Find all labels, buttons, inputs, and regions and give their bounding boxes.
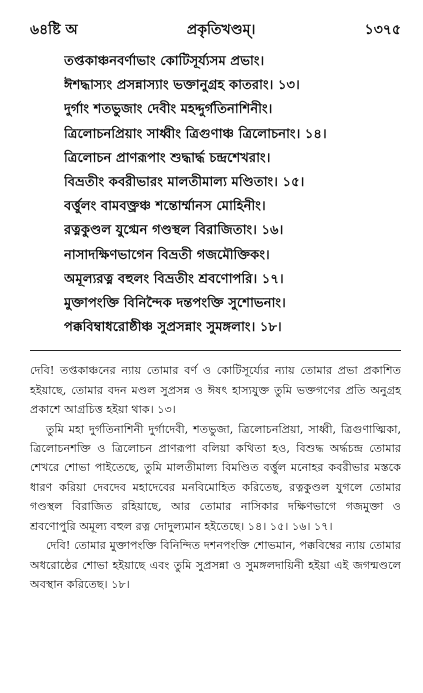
page-number: ১৩৭৫ <box>364 22 401 38</box>
verse-line: নাসাদক্ষিণভাগেন বিভ্রতী গজমৌক্তিকং। <box>64 247 270 263</box>
verse-line: বিভ্রতীং কবরীভারং মালতীমাল্য মণ্ডিতাং। ১৫। <box>64 175 305 191</box>
section-label: ৬৪ষ্টি অ <box>30 22 78 38</box>
verse-line: ত্রিলোচন প্রাণরূপাং শুদ্ধার্দ্ধ চন্দ্রশেখরাং। <box>64 150 271 166</box>
section-divider <box>30 350 401 351</box>
translation-paragraph: দেবি! তোমার মুক্তাপংক্তি বিনিন্দিত দশনপংক্তি শোভমান, পক্কবিম্বের ন্যায় তোমার অধরোষ্ঠের শোভা হইয়াছে এবং তুমি সুপ্রসন্না ও সুমঙ্গলদায়িনী হইয়া এই জগন্মণ্ডলে অবস্থান করিতেছ। ১৮। <box>30 539 401 591</box>
verse-line: ত্রিলোচনপ্রিয়াং সাধ্বীং ত্রিগুণাঞ্চ ত্রিলোচনাং। ১৪। <box>64 126 327 142</box>
verse-line: ঈশদ্ধাস্যং প্রসন্নাস্যাং ভক্তানুগ্রহ কাতরাং। ১৩। <box>64 78 300 94</box>
verse-line: দুর্গাং শতভুজাং দেবীং মহদ্দুর্গতিনাশিনীং। <box>64 102 273 118</box>
translation-paragraph: তুমি মহা দুর্গতিনাশিনী দুর্গাদেবী, শতভুজা, ত্রিলোচনপ্রিয়া, সাধ্বী, ত্রিগুণাত্মিকা, ত্রিলোচনশক্তি ও ত্রিলোচন প্রাণরূপা বলিয়া কথিতা হও, বিশুদ্ধ অর্দ্ধচন্দ্র তোমার শেখরে শোভা পাইতেছে, তুমি মালতীমাল্য বিমণ্ডিত বর্ত্তুল মনোহর কবরীভার মস্তকে ধারণ করিয়া দেবদেব মহাদেবের মনবিমোহিত করিতেছ, রত্নকুণ্ডল যুগলে তোমার গণ্ডস্থল বিরাজিত রহিয়াছে, আর তোমার নাসিকার দক্ষিণভাগে গজমুক্তা ও শ্রবণোপুরি অমূল্য বহুল রত্ন দোদুল্যমান হইতেছে। ১৪। ১৫। ১৬। ১৭। <box>30 422 401 533</box>
verse-line: অমূল্যরত্ন বহুলং বিভ্রতীং শ্রবণোপরি। ১৭। <box>64 271 284 287</box>
sanskrit-verses <box>64 50 401 340</box>
page-header <box>30 18 401 42</box>
verse-line: মুক্তাপংক্তি বিনিন্দৈক দন্তপংক্তি সুশোভনাং। <box>64 296 286 312</box>
running-title: প্রকৃতিখণ্ডম্‌। <box>186 22 256 38</box>
verse-line: বর্ত্তুলং বামবক্ত্রঞ্চ শন্তোর্ম্মানস মোহিনীং। <box>64 199 266 215</box>
translation-paragraph: দেবি! তপ্তকাঞ্চনের ন্যায় তোমার বর্ণ ও কোটিসূর্য্যের ন্যায় তোমার প্রভা প্রকাশিত হইয়াছে, তোমার বদন মণ্ডল সুপ্রসন্ন ও ঈষৎ হাস্যযুক্ত তুমি ভক্তগণের প্রতি অনুগ্রহ প্রকাশে আগ্রচিত্ত হইয়া থাক। ১৩। <box>30 364 401 417</box>
verse-line: পক্কবিম্বাধরোষ্ঠীঞ্চ সুপ্রসন্নাং সুমঙ্গলাং। ১৮। <box>64 320 282 336</box>
verse-line: রত্নকুণ্ডল যুগ্মেন গণ্ডস্থল বিরাজিতাং। ১৬। <box>64 223 284 239</box>
verse-line: তপ্তকাঞ্চনবর্ণাভাং কোটিসূর্য্যসম প্রভাং। <box>64 54 265 69</box>
